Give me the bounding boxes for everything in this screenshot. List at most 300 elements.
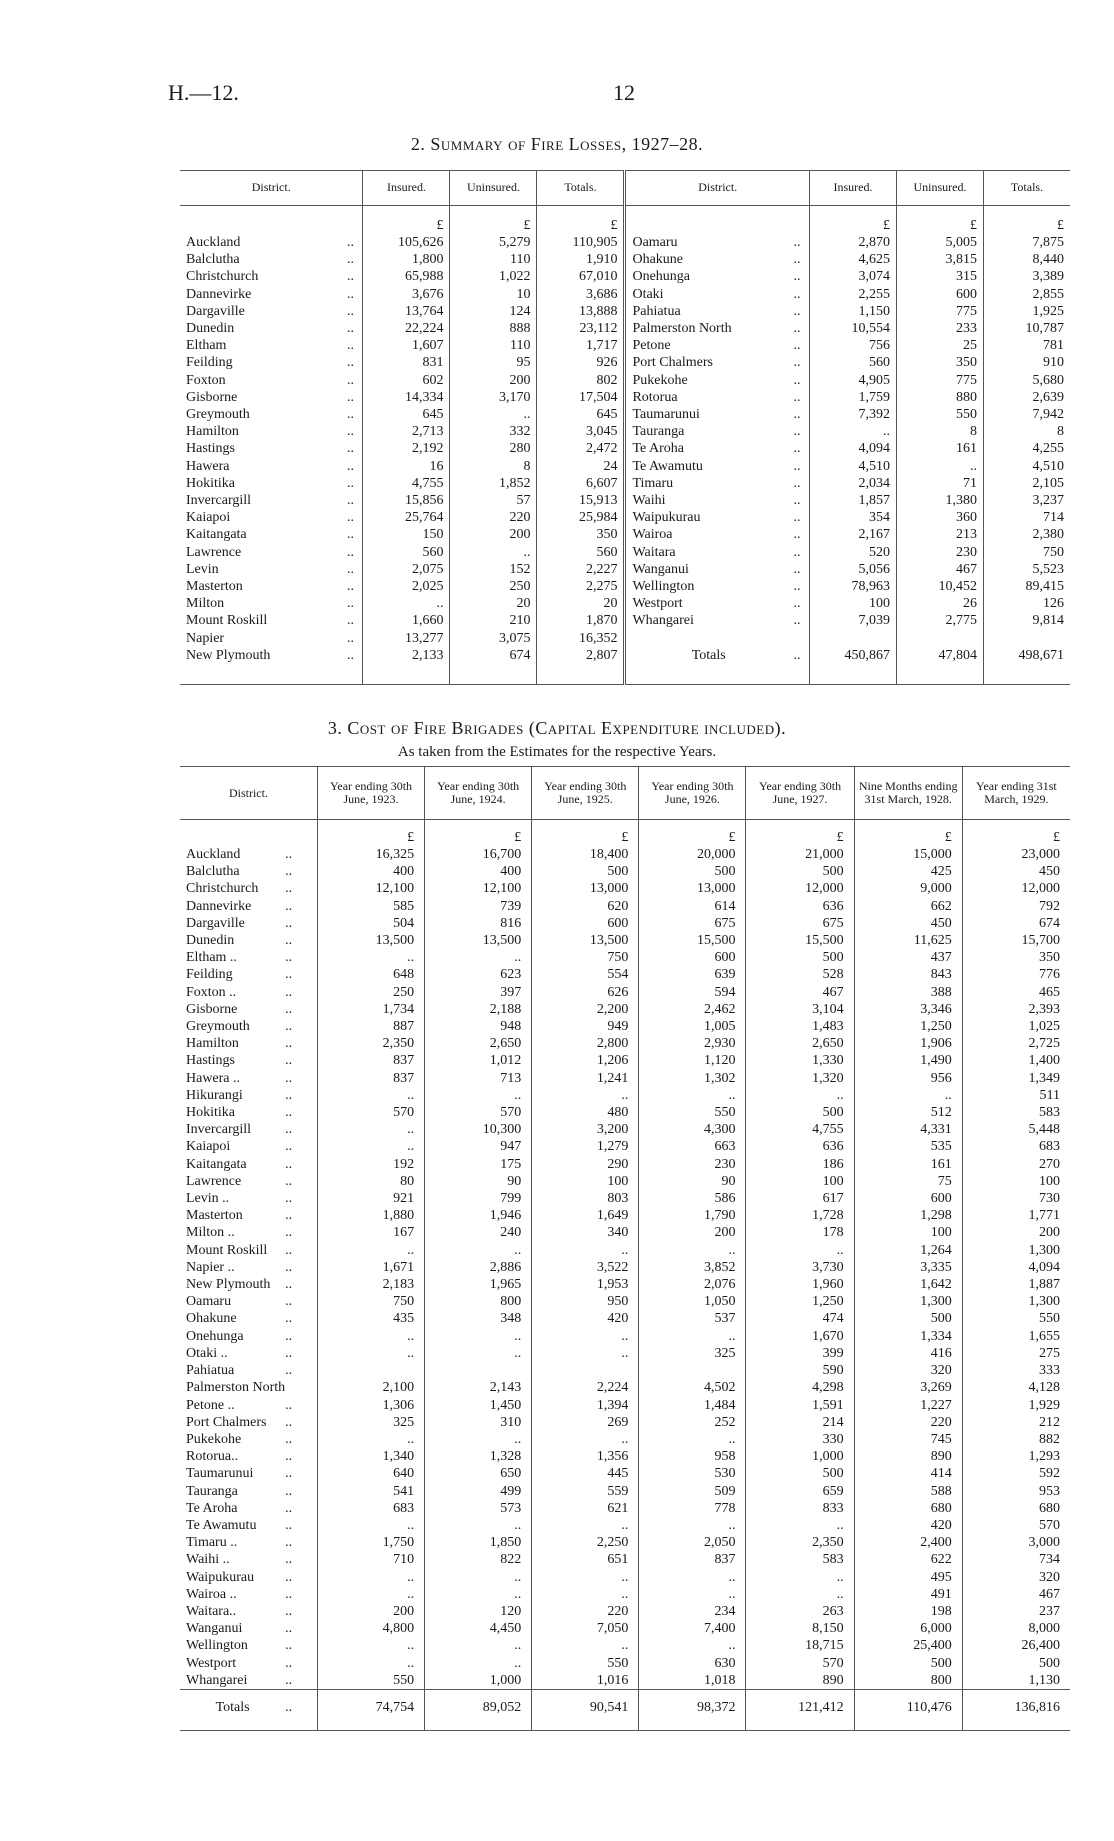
table-row: [180, 1483, 1070, 1500]
leader-dots: ..: [346, 544, 354, 560]
cost-cell: 90: [639, 1173, 746, 1190]
insured-cell: 2,167: [810, 526, 897, 543]
cost-cell: 500: [746, 1465, 854, 1482]
uninsured-cell: 200: [450, 526, 537, 543]
cost-cell: 200: [639, 1224, 746, 1241]
col-header-year-7: Year ending 31st March, 1929.: [962, 767, 1070, 820]
insured-cell: 3,676: [363, 286, 450, 303]
total-cell: 3,389: [984, 268, 1071, 285]
district-name: Te Aroha: [625, 440, 785, 457]
cost-cell: 237: [962, 1603, 1070, 1620]
cost-cell: 1,300: [854, 1293, 962, 1310]
cost-cell: 1,120: [639, 1052, 746, 1069]
leader-dots: ..: [285, 1552, 293, 1568]
cost-cell: 12,000: [746, 880, 854, 897]
leader-dots: ..: [793, 321, 801, 337]
table-row: [180, 526, 1070, 543]
cost-cell: 1,490: [854, 1052, 962, 1069]
cost-cell: 178: [746, 1224, 854, 1241]
total-cell: 16,352: [537, 630, 625, 647]
unit-symbol: £: [532, 820, 639, 847]
cost-cell: 1,302: [639, 1070, 746, 1087]
insured-cell: 10,554: [810, 320, 897, 337]
cost-cell: 600: [532, 915, 639, 932]
cost-cell: 500: [854, 1310, 962, 1327]
cost-cell: 570: [962, 1517, 1070, 1534]
district-name: Westport: [625, 595, 785, 612]
district-name: Hokitika: [186, 475, 235, 491]
total-cell: 2,380: [984, 526, 1071, 543]
total-cell: 645: [537, 406, 625, 423]
table-row: [180, 932, 1070, 949]
uninsured-cell: 220: [450, 509, 537, 526]
cost-cell: 950: [532, 1293, 639, 1310]
district-name: Napier ..: [186, 1259, 235, 1275]
district-name: Mount Roskill: [186, 1242, 268, 1258]
cost-cell: 500: [639, 863, 746, 880]
uninsured-cell: 25: [897, 337, 984, 354]
cost-cell: 500: [746, 1104, 854, 1121]
uninsured-cell: 467: [897, 561, 984, 578]
cost-cell: 583: [746, 1551, 854, 1568]
leader-dots: ..: [285, 1122, 293, 1138]
cost-cell: 16,700: [425, 846, 532, 863]
cost-cell: 20,000: [639, 846, 746, 863]
cost-cell: 7,400: [639, 1620, 746, 1637]
cost-cell: 120: [425, 1603, 532, 1620]
cost-cell: 622: [854, 1551, 962, 1568]
total-cell: 98,372: [639, 1689, 746, 1730]
cost-cell: 1,671: [317, 1259, 424, 1276]
cost-cell: [317, 1362, 424, 1379]
cost-cell: 1,649: [532, 1207, 639, 1224]
table-row: [180, 1672, 1070, 1690]
cost-cell: 8,000: [962, 1620, 1070, 1637]
cost-cell: 630: [639, 1655, 746, 1672]
cost-cell: 100: [532, 1173, 639, 1190]
total-cell: 67,010: [537, 268, 625, 285]
district-name: Pukekohe: [186, 1431, 242, 1447]
cost-cell: 1,953: [532, 1276, 639, 1293]
district-name: Greymouth: [186, 1019, 250, 1035]
cost-cell: 1,250: [746, 1293, 854, 1310]
district-name: Milton ..: [186, 1225, 235, 1241]
cost-cell: 167: [317, 1224, 424, 1241]
insured-cell: 756: [810, 337, 897, 354]
col-header-year-1: Year ending 30th June, 1923.: [317, 767, 424, 820]
table-row: [180, 880, 1070, 897]
cost-cell: 683: [962, 1138, 1070, 1155]
uninsured-cell: 213: [897, 526, 984, 543]
cost-cell: 5,448: [962, 1121, 1070, 1138]
table-row: [180, 1001, 1070, 1018]
cost-cell: 11,625: [854, 932, 962, 949]
leader-dots: ..: [285, 881, 293, 897]
total-cell: 802: [537, 372, 625, 389]
cost-cell: 710: [317, 1551, 424, 1568]
table-row: [180, 1224, 1070, 1241]
uninsured-cell: 152: [450, 561, 537, 578]
cost-cell: ..: [317, 1655, 424, 1672]
cost-cell: 220: [532, 1603, 639, 1620]
district-name: Rotorua: [625, 389, 785, 406]
district-name: Hawera ..: [186, 1070, 241, 1086]
table-row: [180, 1087, 1070, 1104]
table-row: [180, 251, 1070, 268]
cost-cell: 1,227: [854, 1397, 962, 1414]
cost-cell: 1,484: [639, 1397, 746, 1414]
cost-cell: 1,394: [532, 1397, 639, 1414]
district-name: Ohakune: [186, 1311, 237, 1327]
table-row: [180, 1637, 1070, 1654]
total-cell: 15,913: [537, 492, 625, 509]
cost-cell: 734: [962, 1551, 1070, 1568]
cost-cell: 623: [425, 966, 532, 983]
cost-cell: 325: [639, 1345, 746, 1362]
insured-cell: 1,607: [363, 337, 450, 354]
district-name: Feilding: [186, 967, 233, 983]
cost-cell: 1,356: [532, 1448, 639, 1465]
cost-cell: 330: [746, 1431, 854, 1448]
uninsured-cell: 775: [897, 372, 984, 389]
cost-cell: 1,000: [746, 1448, 854, 1465]
cost-cell: 554: [532, 966, 639, 983]
leader-dots: ..: [346, 458, 354, 474]
cost-cell: 600: [854, 1190, 962, 1207]
district-name: Christchurch: [186, 269, 259, 285]
cost-cell: ..: [746, 1242, 854, 1259]
cost-cell: 745: [854, 1431, 962, 1448]
cost-cell: 2,886: [425, 1259, 532, 1276]
total-cell: 2,807: [537, 647, 625, 685]
cost-cell: 1,750: [317, 1534, 424, 1551]
leader-dots: ..: [793, 561, 801, 577]
cost-cell: 1,025: [962, 1018, 1070, 1035]
col-header-district: District.: [180, 767, 317, 820]
table-row: [180, 1586, 1070, 1603]
cost-cell: 399: [746, 1345, 854, 1362]
leader-dots: ..: [285, 1001, 293, 1017]
cost-cell: 4,755: [746, 1121, 854, 1138]
uninsured-cell: 95: [450, 354, 537, 371]
cost-cell: 15,700: [962, 932, 1070, 949]
insured-cell: 2,255: [810, 286, 897, 303]
insured-cell: 1,660: [363, 612, 450, 629]
cost-cell: ..: [425, 1431, 532, 1448]
cost-cell: 435: [317, 1310, 424, 1327]
insured-cell: 14,334: [363, 389, 450, 406]
cost-cell: 843: [854, 966, 962, 983]
district-name: Waitara..: [186, 1603, 237, 1619]
cost-cell: 680: [962, 1500, 1070, 1517]
cost-cell: 4,128: [962, 1379, 1070, 1396]
cost-cell: 310: [425, 1414, 532, 1431]
uninsured-cell: 3,815: [897, 251, 984, 268]
leader-dots: ..: [346, 269, 354, 285]
insured-cell: 831: [363, 354, 450, 371]
insured-cell: 4,510: [810, 458, 897, 475]
cost-cell: ..: [639, 1087, 746, 1104]
district-name: Port Chalmers: [625, 354, 785, 371]
cost-cell: ..: [854, 1087, 962, 1104]
cost-cell: 420: [854, 1517, 962, 1534]
total-cell: 20: [537, 595, 625, 612]
leader-dots: ..: [346, 630, 354, 646]
insured-cell: [810, 630, 897, 647]
cost-cell: ..: [317, 1087, 424, 1104]
district-name: Balclutha: [186, 864, 240, 880]
insured-cell: 602: [363, 372, 450, 389]
table-row: [180, 440, 1070, 457]
cost-cell: 3,346: [854, 1001, 962, 1018]
cost-cell: 594: [639, 984, 746, 1001]
district-name: Gisborne: [186, 389, 238, 405]
table-row: [180, 578, 1070, 595]
cost-cell: 420: [532, 1310, 639, 1327]
cost-cell: 1,320: [746, 1070, 854, 1087]
table-row: [180, 984, 1070, 1001]
cost-cell: 13,000: [639, 880, 746, 897]
table-row: [180, 561, 1070, 578]
district-name: Whangarei: [186, 1672, 248, 1688]
leader-dots: ..: [793, 372, 801, 388]
cost-cell: ..: [639, 1431, 746, 1448]
cost-cell: 833: [746, 1500, 854, 1517]
leader-dots: ..: [793, 424, 801, 440]
leader-dots: ..: [285, 1569, 293, 1585]
cost-cell: ..: [425, 1586, 532, 1603]
cost-cell: 586: [639, 1190, 746, 1207]
cost-cell: 592: [962, 1465, 1070, 1482]
district-name: Wellington: [186, 1638, 248, 1654]
cost-cell: 1,790: [639, 1207, 746, 1224]
cost-cell: ..: [532, 1569, 639, 1586]
cost-cell: 2,224: [532, 1379, 639, 1396]
district-name: Hokitika: [186, 1105, 235, 1121]
cost-cell: ..: [532, 1637, 639, 1654]
table-row: [180, 1035, 1070, 1052]
cost-cell: 887: [317, 1018, 424, 1035]
table-row: [180, 544, 1070, 561]
uninsured-cell: 888: [450, 320, 537, 337]
district-name: Hastings: [186, 441, 235, 457]
district-name: Invercargill: [186, 493, 252, 509]
district-name: Taumarunui: [186, 1466, 254, 1482]
leader-dots: ..: [285, 1070, 293, 1086]
district-name: Otaki: [625, 286, 785, 303]
cost-cell: 437: [854, 949, 962, 966]
total-cell: 2,472: [537, 440, 625, 457]
leader-dots: ..: [793, 389, 801, 405]
district-name: Kaiapoi: [186, 1139, 231, 1155]
district-name: Tauranga: [625, 423, 785, 440]
cost-cell: 882: [962, 1431, 1070, 1448]
cost-cell: [639, 1362, 746, 1379]
col-header-year-2: Year ending 30th June, 1924.: [425, 767, 532, 820]
cost-cell: 3,522: [532, 1259, 639, 1276]
total-cell: 13,888: [537, 303, 625, 320]
uninsured-cell: 280: [450, 440, 537, 457]
cost-cell: ..: [317, 1138, 424, 1155]
uninsured-cell: 110: [450, 251, 537, 268]
cost-cell: 1,728: [746, 1207, 854, 1224]
cost-cell: 320: [854, 1362, 962, 1379]
cost-cell: 1,300: [962, 1293, 1070, 1310]
cost-cell: 953: [962, 1483, 1070, 1500]
uninsured-cell: 2,775: [897, 612, 984, 629]
district-name: Pahiatua: [186, 1363, 235, 1379]
insured-cell: 2,075: [363, 561, 450, 578]
cost-cell: 214: [746, 1414, 854, 1431]
table-header-row: [180, 171, 1070, 206]
leader-dots: ..: [793, 355, 801, 371]
total-cell: 6,607: [537, 475, 625, 492]
cost-cell: 573: [425, 1500, 532, 1517]
total-cell: 1,870: [537, 612, 625, 629]
leader-dots: ..: [793, 441, 801, 457]
cost-cell: 958: [639, 1448, 746, 1465]
cost-cell: 530: [639, 1465, 746, 1482]
cost-cell: 550: [639, 1104, 746, 1121]
total-cell: 9,814: [984, 612, 1071, 629]
leader-dots: ..: [346, 475, 354, 491]
district-name: Palmerston North: [625, 320, 785, 337]
total-cell: 5,523: [984, 561, 1071, 578]
insured-cell: 15,856: [363, 492, 450, 509]
table-row: [180, 1534, 1070, 1551]
table-row: [180, 1138, 1070, 1155]
district-name: Gisborne: [186, 1001, 238, 1017]
leader-dots: ..: [285, 864, 293, 880]
leader-dots: ..: [285, 1105, 293, 1121]
district-name: Whangarei: [625, 612, 785, 629]
leader-dots: ..: [285, 1586, 293, 1602]
district-name: Hamilton: [186, 424, 239, 440]
table-row: [180, 509, 1070, 526]
leader-dots: ..: [285, 1603, 293, 1619]
insured-cell: 150: [363, 526, 450, 543]
insured-cell: 1,857: [810, 492, 897, 509]
district-name: Hikurangi: [186, 1087, 243, 1103]
unit-symbol: £: [810, 206, 897, 235]
uninsured-cell: ..: [450, 406, 537, 423]
cost-cell: 1,330: [746, 1052, 854, 1069]
col-header-insured-right: Insured.: [810, 171, 897, 206]
cost-cell: 799: [425, 1190, 532, 1207]
insured-cell: 2,025: [363, 578, 450, 595]
cost-cell: 320: [962, 1569, 1070, 1586]
total-cell: 23,112: [537, 320, 625, 337]
col-header-year-6: Nine Months ending 31st March, 1928.: [854, 767, 962, 820]
insured-cell: 13,277: [363, 630, 450, 647]
leader-dots: ..: [346, 527, 354, 543]
district-name: Dunedin: [186, 933, 235, 949]
leader-dots: ..: [346, 355, 354, 371]
cost-cell: 18,400: [532, 846, 639, 863]
cost-cell: 2,800: [532, 1035, 639, 1052]
cost-cell: 100: [854, 1224, 962, 1241]
cost-cell: ..: [425, 1242, 532, 1259]
cost-cell: ..: [425, 1517, 532, 1534]
cost-cell: 414: [854, 1465, 962, 1482]
cost-cell: ..: [425, 949, 532, 966]
district-name: Wanganui: [625, 561, 785, 578]
insured-cell: 2,192: [363, 440, 450, 457]
unit-symbol: £: [537, 206, 625, 235]
total-cell: 24: [537, 458, 625, 475]
insured-cell: 13,764: [363, 303, 450, 320]
cost-cell: 1,250: [854, 1018, 962, 1035]
cost-cell: 12,100: [317, 880, 424, 897]
total-cell: 350: [537, 526, 625, 543]
insured-cell: 3,074: [810, 268, 897, 285]
cost-cell: ..: [317, 1242, 424, 1259]
cost-cell: 2,250: [532, 1534, 639, 1551]
district-name: Petone ..: [186, 1397, 235, 1413]
cost-cell: 4,450: [425, 1620, 532, 1637]
total-cell: 90,541: [532, 1689, 639, 1730]
cost-cell: 90: [425, 1173, 532, 1190]
cost-cell: 1,005: [639, 1018, 746, 1035]
cost-cell: 6,000: [854, 1620, 962, 1637]
insured-cell: 7,039: [810, 612, 897, 629]
district-name: New Plymouth: [186, 647, 271, 663]
table-row: [180, 1603, 1070, 1620]
uninsured-cell: 880: [897, 389, 984, 406]
district-name: Lawrence: [186, 544, 242, 560]
total-cell: 750: [984, 544, 1071, 561]
cost-cell: 474: [746, 1310, 854, 1327]
cost-cell: 500: [854, 1655, 962, 1672]
cost-cell: 948: [425, 1018, 532, 1035]
table-row: [180, 1517, 1070, 1534]
district-name: Eltham ..: [186, 950, 237, 966]
district-name: Kaitangata: [186, 527, 247, 543]
cost-cell: 639: [639, 966, 746, 983]
leader-dots: ..: [285, 950, 293, 966]
district-name: Waipukurau: [625, 509, 785, 526]
cost-cell: 550: [317, 1672, 424, 1690]
leader-dots: ..: [285, 1449, 293, 1465]
district-name: Timaru: [625, 475, 785, 492]
leader-dots: ..: [285, 1466, 293, 1482]
cost-cell: 803: [532, 1190, 639, 1207]
uninsured-cell: 5,279: [450, 234, 537, 251]
cost-cell: ..: [639, 1517, 746, 1534]
leader-dots: ..: [285, 1311, 293, 1327]
cost-cell: 465: [962, 984, 1070, 1001]
cost-cell: 837: [317, 1052, 424, 1069]
cost-cell: 2,650: [425, 1035, 532, 1052]
cost-cell: ..: [532, 1517, 639, 1534]
uninsured-cell: 230: [897, 544, 984, 561]
cost-cell: 1,298: [854, 1207, 962, 1224]
total-cell: 2,855: [984, 286, 1071, 303]
district-name: Lawrence: [186, 1173, 242, 1189]
insured-cell: 4,625: [810, 251, 897, 268]
leader-dots: ..: [346, 235, 354, 250]
col-header-totals-right: Totals.: [984, 171, 1071, 206]
cost-cell: 2,930: [639, 1035, 746, 1052]
leader-dots: ..: [285, 1156, 293, 1172]
cost-cell: ..: [746, 1517, 854, 1534]
total-cell: 781: [984, 337, 1071, 354]
uninsured-cell: 550: [897, 406, 984, 423]
cost-cell: 12,100: [425, 880, 532, 897]
cost-cell: 13,500: [317, 932, 424, 949]
leader-dots: ..: [285, 1259, 293, 1275]
leader-dots: ..: [285, 1431, 293, 1447]
